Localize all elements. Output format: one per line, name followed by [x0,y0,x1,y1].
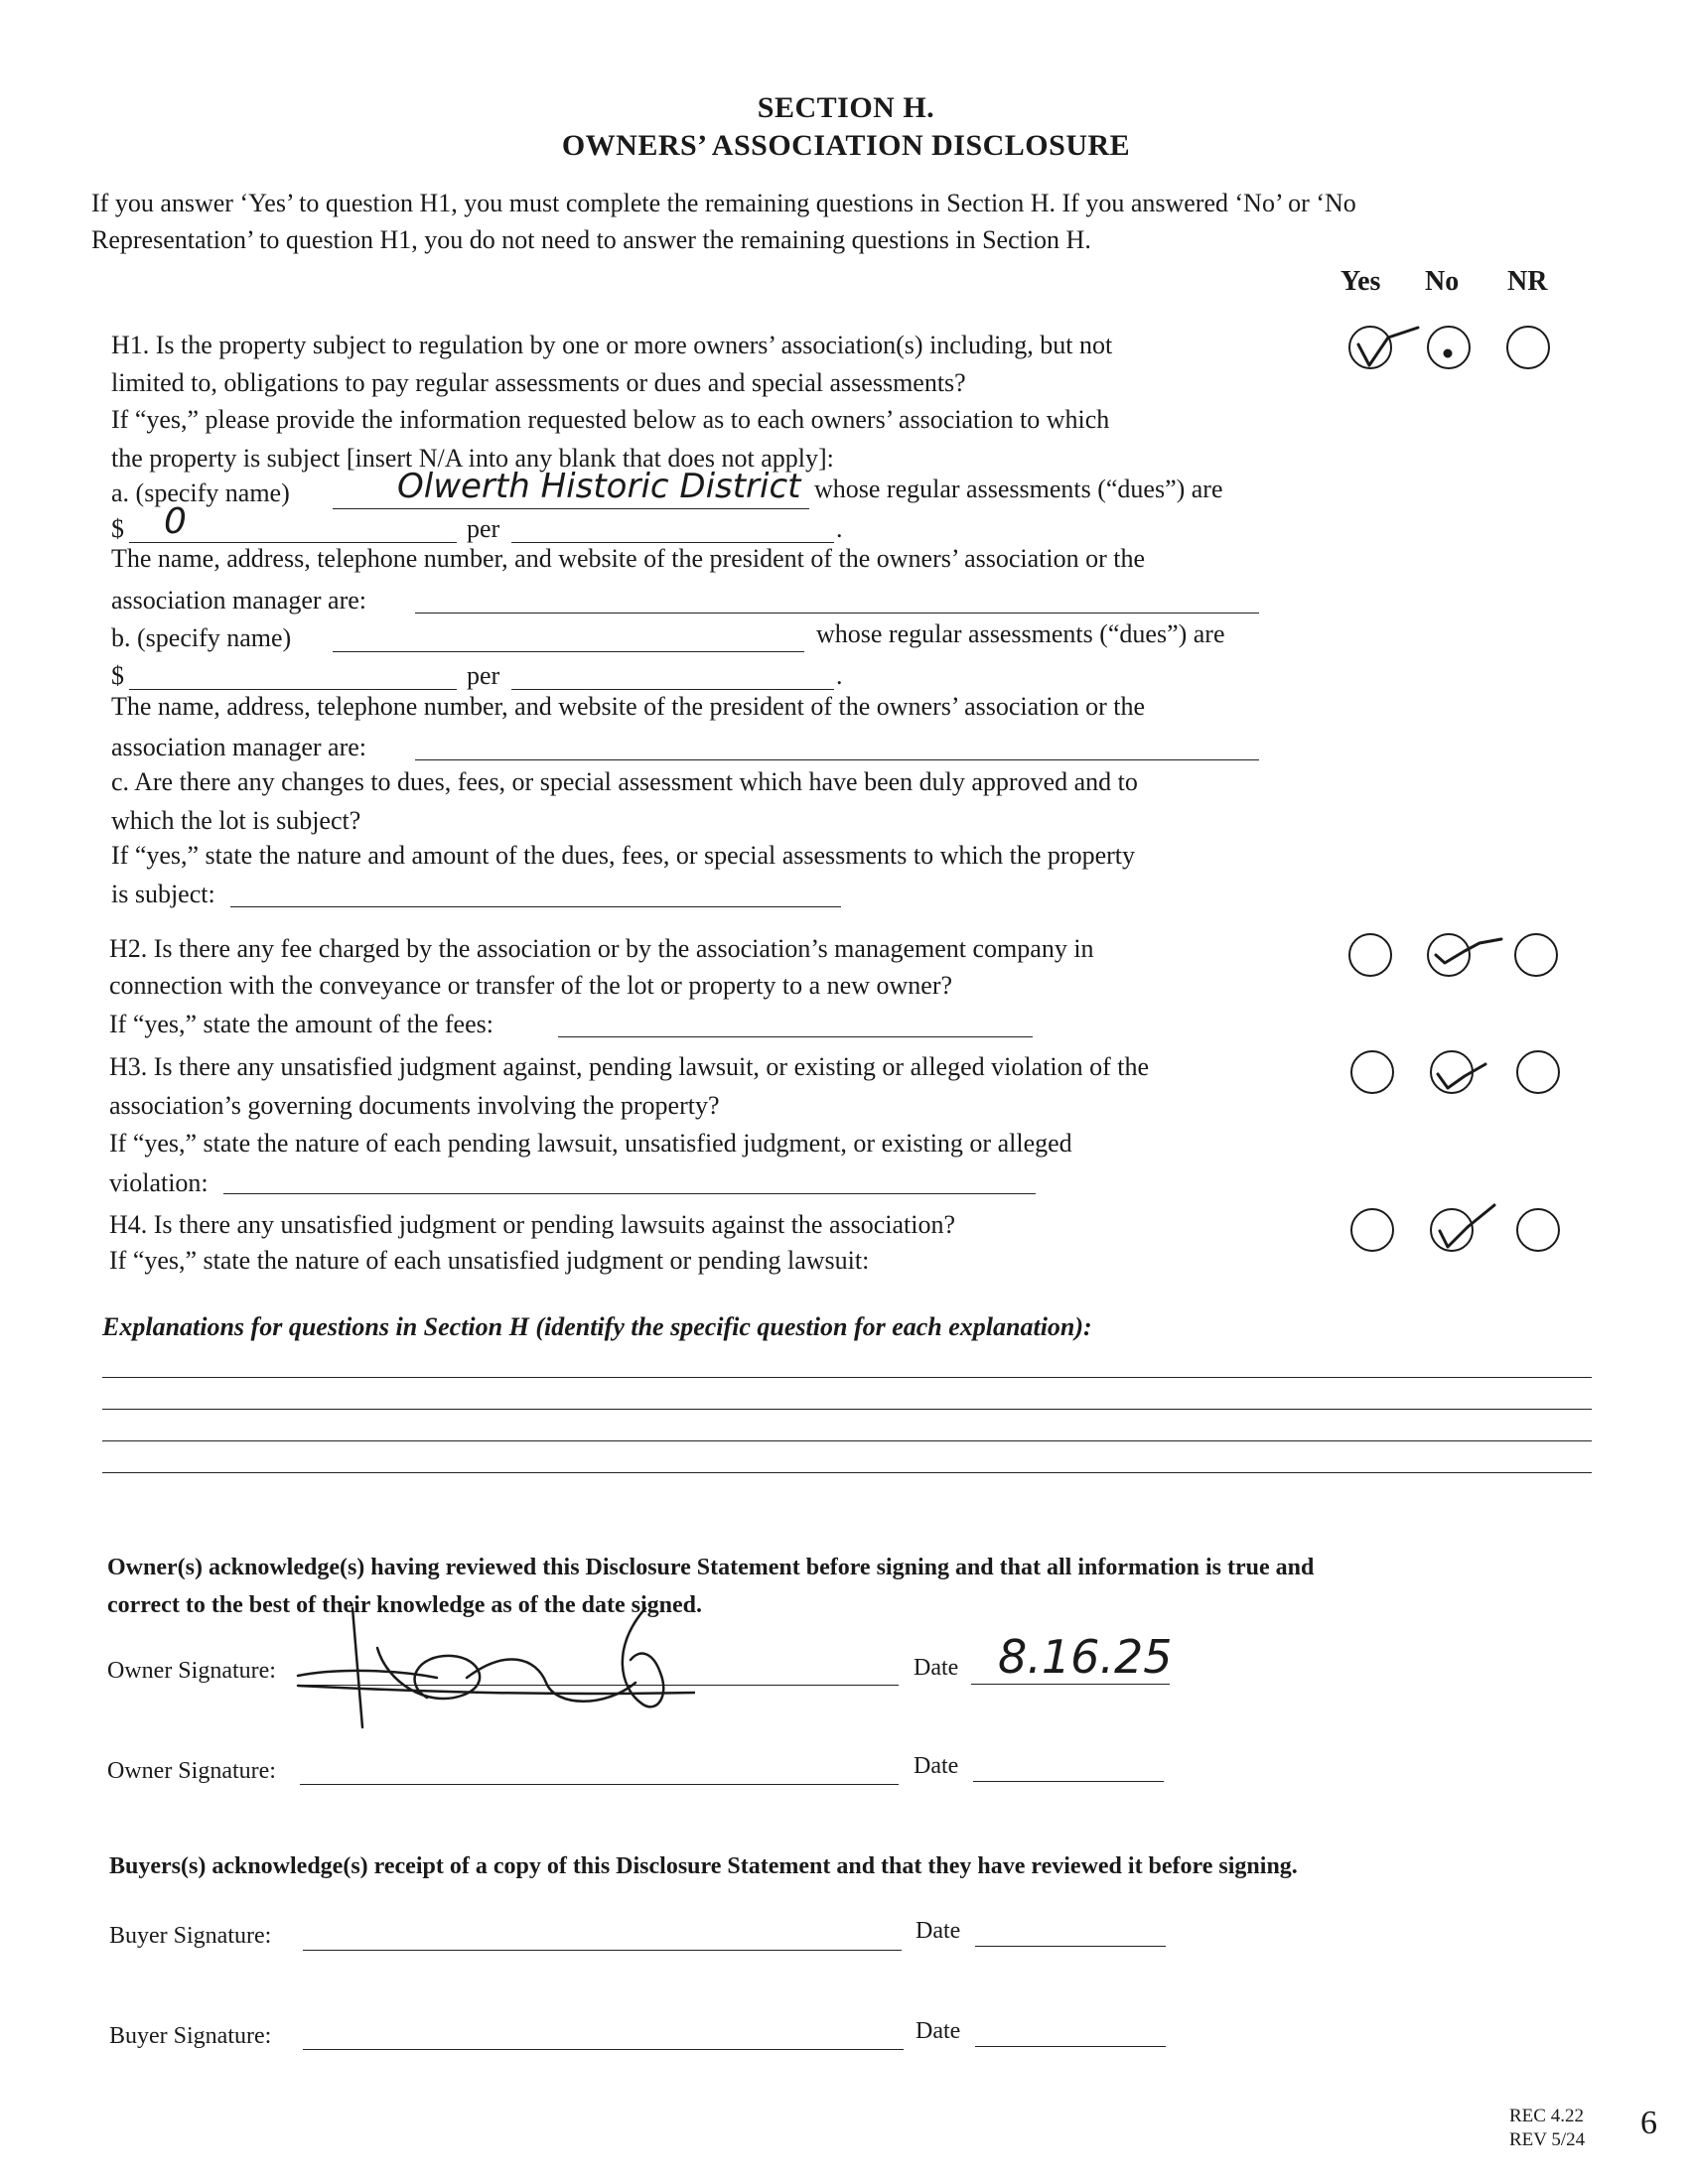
h1-a-president-line-2: association manager are: [111,586,366,614]
h1-c-line-2: which the lot is subject? [111,806,361,835]
intro-line-2: Representation’ to question H1, you do not need to answer the remaining questions in Section H. [91,225,1091,254]
h1-a-amount-handwritten: 0 [164,501,187,542]
h3-question-line-2: association’s governing documents involving the property? [109,1091,720,1120]
owner-signature-2-line[interactable] [300,1784,899,1785]
buyer-signature-1-date-label: Date [916,1918,961,1944]
h4-question-line-2: If “yes,” state the nature of each unsatisfied judgment or pending lawsuit: [109,1246,870,1275]
h1-b-whose: whose regular assessments (“dues”) are [816,619,1225,648]
h1-question-line-3: If “yes,” please provide the information requested below as to each owners’ association to which [111,405,1110,434]
column-nr: NR [1507,266,1548,297]
h1-a-whose: whose regular assessments (“dues”) are [814,475,1223,503]
h1-c-line-3: If “yes,” state the nature and amount of the dues, fees, or special assessments to which the property [111,841,1135,870]
h1-b-per: per [467,661,500,690]
h3-question-line-1: H3. Is there any unsatisfied judgment against, pending lawsuit, or existing or alleged violation of the [109,1052,1149,1081]
owner-signature-2-date-line[interactable] [973,1781,1164,1782]
h2-no-checkmark-icon [1436,939,1501,963]
owner-ack-line-1: Owner(s) acknowledge(s) having reviewed this Disclosure Statement before signing and that all information is true and [107,1555,1315,1580]
h1-no-small-dot-icon [1445,350,1451,356]
h1-a-president-line-1: The name, address, telephone number, and website of the president of the owners’ association or the [111,544,1146,573]
h1-b-president-line-1: The name, address, telephone number, and website of the president of the owners’ association or the [111,692,1146,721]
h1-b-label: b. (specify name) [111,623,292,652]
explanation-line-3[interactable] [102,1440,1592,1441]
h4-no-checkmark-icon [1440,1205,1494,1247]
h1-b-president-line-2: association manager are: [111,733,366,761]
explanation-line-4[interactable] [102,1472,1592,1473]
h1-a-per: per [467,514,500,543]
buyer-signature-1-line[interactable] [303,1950,902,1951]
buyer-signature-2-line[interactable] [303,2049,904,2050]
owner-signature-2-label: Owner Signature: [107,1758,276,1784]
h2-question-line-3: If “yes,” state the amount of the fees: [109,1010,494,1038]
buyer-signature-1-date-line[interactable] [975,1946,1166,1947]
revision-number: REV 5/24 [1509,2129,1586,2150]
page-number: 6 [1640,2105,1657,2141]
explanation-line-2[interactable] [102,1409,1592,1410]
h2-question-line-2: connection with the conveyance or transfer of the lot or property to a new owner? [109,971,953,1000]
owner-signature-1-handwritten-icon [278,1588,695,1737]
owner-signature-1-label: Owner Signature: [107,1658,276,1684]
owner-signature-1-date-line[interactable] [971,1684,1170,1685]
page-title: OWNERS’ ASSOCIATION DISCLOSURE [561,129,1131,162]
h1-question-line-2: limited to, obligations to pay regular assessments or dues and special assessments? [111,368,966,397]
buyer-signature-2-label: Buyer Signature: [109,2023,272,2049]
form-number: REC 4.22 [1509,2106,1584,2126]
explanation-line-1[interactable] [102,1377,1592,1378]
buyer-signature-2-date-label: Date [916,2018,961,2044]
h4-question-line-1: H4. Is there any unsatisfied judgment or pending lawsuits against the association? [109,1210,956,1239]
h3-question-line-3: If “yes,” state the nature of each pending lawsuit, unsatisfied judgment, or existing or alleged [109,1129,1072,1158]
h1-a-dollar: $ [111,514,124,543]
h1-yes-checkmark-icon [1358,328,1418,365]
h1-a-label: a. (specify name) [111,478,290,507]
section-heading: SECTION H. [757,91,935,124]
h1-b-period: . [836,661,843,690]
h1-question-line-4: the property is subject [insert N/A into any blank that does not apply]: [111,444,834,473]
buyer-signature-2-date-line[interactable] [975,2046,1166,2047]
h1-b-dollar: $ [111,661,124,690]
h2-question-line-1: H2. Is there any fee charged by the association or by the association’s management company in [109,934,1094,963]
buyer-signature-1-label: Buyer Signature: [109,1923,272,1949]
h1-c-line-1: c. Are there any changes to dues, fees, or special assessment which have been duly approved and to [111,767,1138,796]
owner-signature-1-date-label: Date [914,1655,959,1681]
owner-signature-1-date-handwritten: 8.16.25 [998,1630,1173,1684]
h1-c-line-4: is subject: [111,880,215,908]
h1-a-period: . [836,514,843,543]
owner-signature-2-date-label: Date [914,1753,959,1779]
h3-question-line-4: violation: [109,1168,209,1197]
column-yes: Yes [1340,266,1381,297]
h1-a-name-handwritten: Olwerth Historic District [397,467,801,506]
intro-line-1: If you answer ‘Yes’ to question H1, you must complete the remaining questions in Section H. If you answered ‘No’ or ‘No [91,189,1356,217]
explanations-heading: Explanations for questions in Section H (identify the specific question for each explanation): [102,1312,1092,1341]
column-no: No [1425,266,1460,297]
owner-ack-line-2: correct to the best of their knowledge as of the date signed. [107,1592,703,1618]
h3-no-checkmark-icon [1438,1064,1485,1088]
h1-question-line-1: H1. Is the property subject to regulation by one or more owners’ association(s) including, but not [111,331,1113,359]
buyer-ack: Buyers(s) acknowledge(s) receipt of a copy of this Disclosure Statement and that they have reviewed it before signing. [109,1853,1298,1879]
